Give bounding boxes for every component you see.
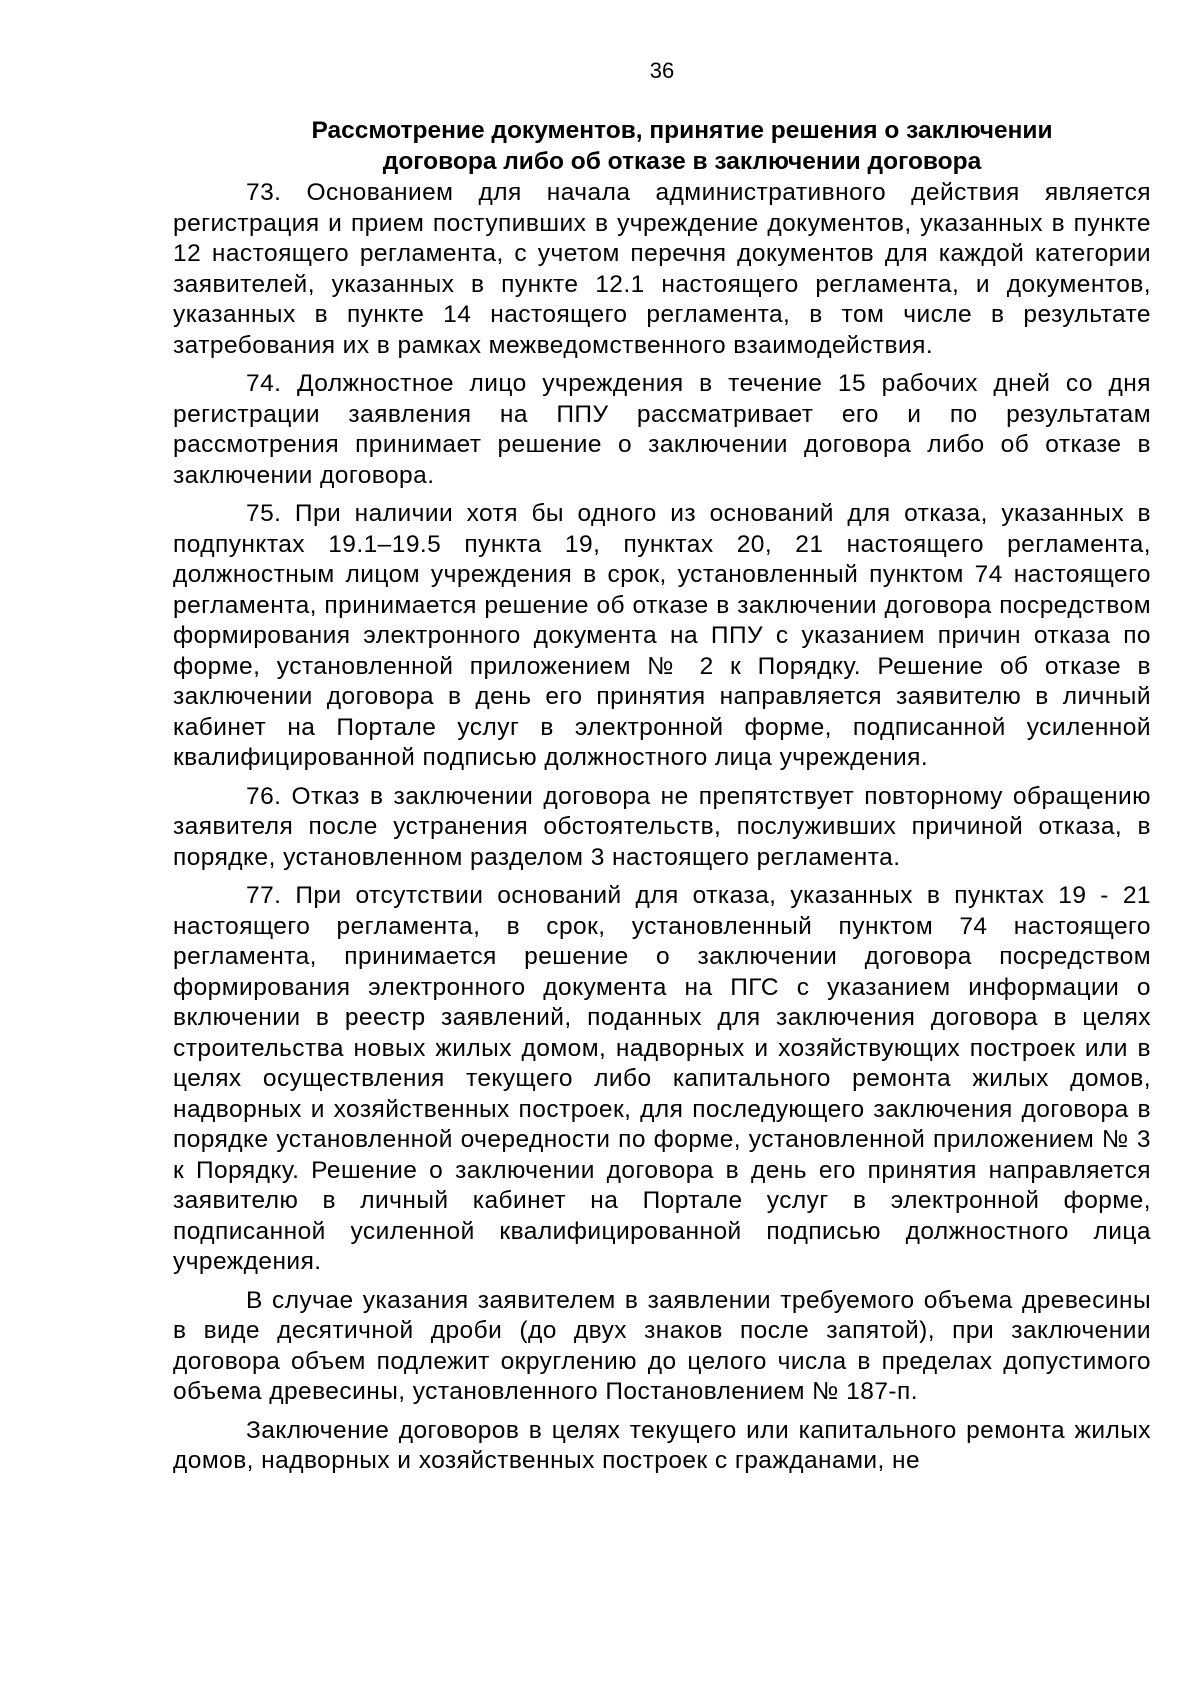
paragraph-rounding: В случае указания заявителем в заявлении требуемого объема древесины в виде десятичной дроби (до двух знаков после запятой), при заключении договора объем подлежит округлению до целого числа в пределах допустимого объема древесины, установленного Постановлением № 187-п. xyxy=(173,1286,1151,1405)
paragraph-repair-contracts: Заключение договоров в целях текущего или капитального ремонта жилых домов, надворных и хозяйственных построек с гражданами, не xyxy=(173,1416,1151,1474)
paragraph-77: 77. При отсутствии оснований для отказа, указанных в пунктах 19 - 21 настоящего регламента, в срок, установленный пунктом 74 настоящего регламента, принимается решение о заключении договора посредством формирования электронного документа на ПГС с указанием информации о включении в реестр заявлений, поданных для заключения договора в целях строительства новых жилых домом, надворных и хозяйствующих построек или в целях осуществления текущего либо капитального ремонта жилых домов, надворных и хозяйственных построек, для последующего заключения договора в порядке установленной очередности по форме, установленной приложением № 3 к Порядку. Решение о заключении договора в день его принятия направляется заявителю в личный кабинет на Портале услуг в электронной форме, подписанной усиленной квалифицированной подписью должностного лица учреждения. xyxy=(173,882,1151,1275)
paragraph-75: 75. При наличии хотя бы одного из оснований для отказа, указанных в подпунктах 19.1–19.5 пункта 19, пунктах 20, 21 настоящего регламента, должностным лицом учреждения в срок, установленный пунктом 74 настоящего регламента, принимается решение об отказе в заключении договора посредством формирования электронного документа на ППУ с указанием причин отказа по форме, установленной приложением № 2 к Порядку. Решение об отказе в заключении договора в день его принятия направляется заявителю в личный кабинет на Портале услуг в электронной форме, подписанной усиленной квалифицированной подписью должностного лица учреждения. xyxy=(173,500,1151,771)
section-heading-line-2: договора либо об отказе в заключении договора xyxy=(382,148,982,175)
paragraph-76: 76. Отказ в заключении договора не препятствует повторному обращению заявителя после устранения обстоятельств, послуживших причиной отказа, в порядке, установленном разделом 3 настоящего регламента. xyxy=(173,782,1151,871)
section-heading xyxy=(173,115,1151,177)
paragraph-74: 74. Должностное лицо учреждения в течение 15 рабочих дней со дня регистрации заявления на ППУ рассматривает его и по результатам рассмотрения принимает решение о заключении договора либо об отказе в заключении договора. xyxy=(173,370,1151,489)
paragraph-73: 73. Основанием для начала административного действия является регистрация и прием поступивших в учреждение документов, указанных в пункте 12 настоящего регламента, с учетом перечня документов для каждой категории заявителей, указанных в пункте 12.1 настоящего регламента, и документов, указанных в пункте 14 настоящего регламента, в том числе в результате затребования их в рамках межведомственного взаимодействия. xyxy=(173,179,1151,359)
section-heading-line-1: Рассмотрение документов, принятие решения о заключении xyxy=(311,117,1053,144)
document-body xyxy=(173,115,1151,1485)
page-number: 36 xyxy=(649,58,675,83)
